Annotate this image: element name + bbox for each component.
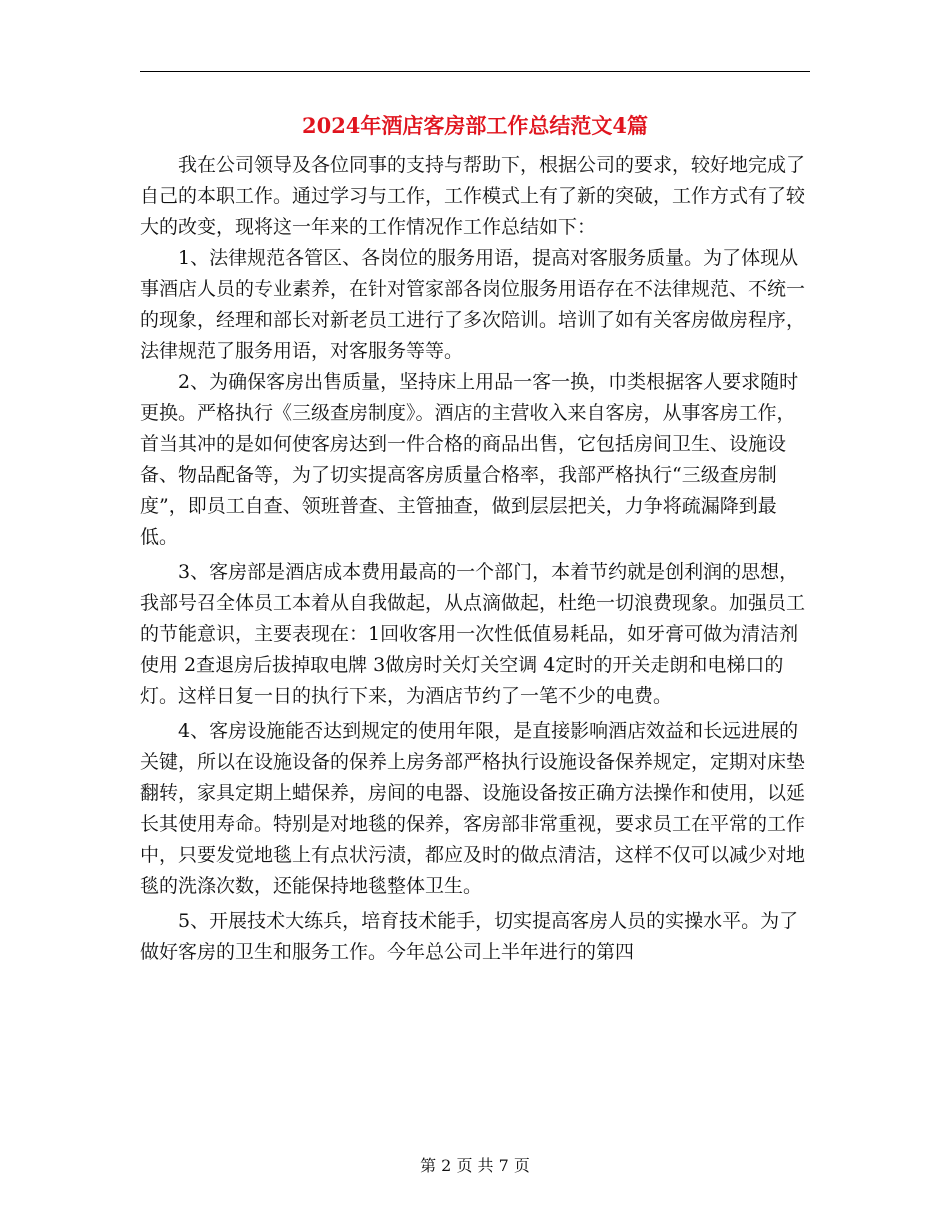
paragraph-5: 5、开展技术大练兵，培育技术能手，切实提高客房人员的实操水平。为了做好客房的卫生和服务工作。今年总公司上半年进行的第四 <box>140 910 799 963</box>
paragraph-3: 3、客房部是酒店成本费用最高的一个部门，本着节约就是创利润的思想，我部号召全体员工本着从自我做起，从点滴做起，杜绝一切浪费现象。加强员工的节能意识，主要表现在：1回收客用一次性低值易耗品，如牙膏可做为清洁剂使用 2查退房后拔掉取电牌 3做房时关灯关空调 4定时的开关走朗和电梯口的灯。这样日复一日的执行下来，为酒店节约了一笔不少的电费。 <box>140 561 806 707</box>
paragraph-1: 1、法律规范各管区、各岗位的服务用语，提高对客服务质量。为了体现从事酒店人员的专业素养，在针对管家部各岗位服务用语存在不法律规范、不统一的现象，经理和部长对新老员工进行了多次陪训。培训了如有关客房做房程序，法律规范了服务用语，对客服务等等。 <box>140 247 806 362</box>
paragraph-4: 4、客房设施能否达到规定的使用年限，是直接影响酒店效益和长远进展的关键，所以在设施设备的保养上房务部严格执行设施设备保养规定，定期对床垫翻转，家具定期上蜡保养，房间的电器、设施设备按正确方法操作和使用，以延长其使用寿命。特别是对地毯的保养，客房部非常重视，要求员工在平常的工作中，只要发觉地毯上有点状污渍，都应及时的做点清洁，这样不仅可以减少对地毯的洗涤次数，还能保持地毯整体卫生。 <box>140 720 806 897</box>
header-rule <box>140 71 810 72</box>
paragraph-2: 2、为确保客房出售质量，坚持床上用品一客一换，巾类根据客人要求随时更换。严格执行《三级查房制度》。酒店的主营收入来自客房，从事客房工作，首当其冲的是如何使客房达到一件合格的商品出售，它包括房间卫生、设施设备、物品配备等，为了切实提高客房质量合格率，我部严格执行“三级查房制度”，即员工自查、领班普查、主管抽查，做到层层把关，力争将疏漏降到最低。 <box>140 371 799 548</box>
document-body <box>140 150 810 968</box>
paragraph-intro: 我在公司领导及各位同事的支持与帮助下，根据公司的要求，较好地完成了自己的本职工作。通过学习与工作，工作模式上有了新的突破，工作方式有了较大的改变，现将这一年来的工作情况作工作总结如下： <box>140 154 806 238</box>
document-title: 2024年酒店客房部工作总结范文4篇 <box>301 113 649 138</box>
page-number-footer: 第 2 页 共 7 页 <box>420 1156 530 1175</box>
